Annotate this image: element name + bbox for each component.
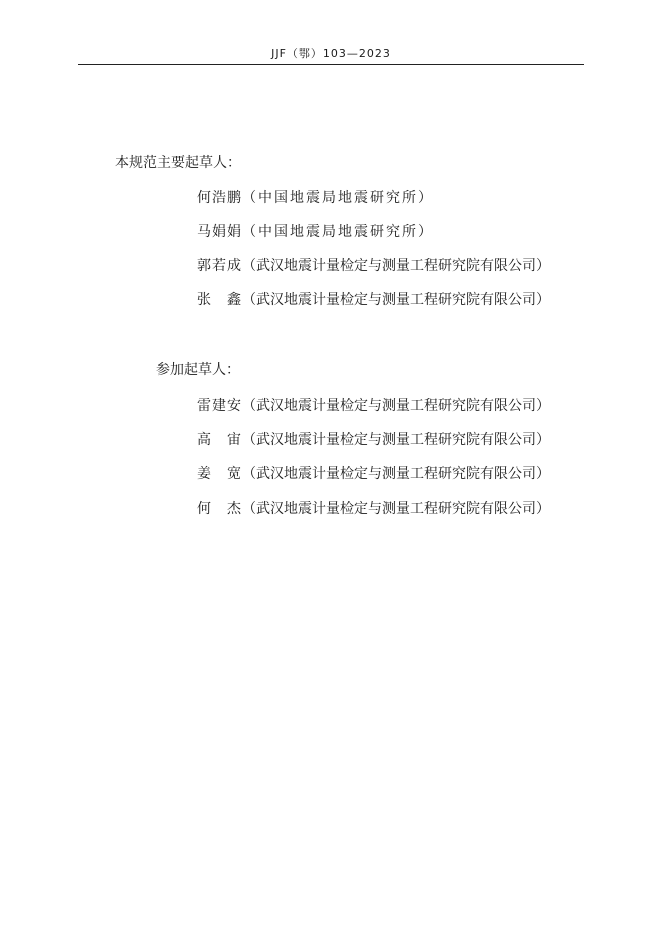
drafter-name: 高 宙 bbox=[197, 432, 242, 448]
list-item bbox=[197, 256, 550, 276]
drafter-name: 马娟娟 bbox=[197, 224, 242, 240]
drafter-name: 张 鑫 bbox=[197, 292, 242, 308]
page-header bbox=[78, 46, 584, 65]
drafter-organization: （武汉地震计量检定与测量工程研究院有限公司） bbox=[242, 258, 550, 274]
drafter-name: 何浩鹏 bbox=[197, 190, 242, 206]
drafter-organization: （武汉地震计量检定与测量工程研究院有限公司） bbox=[242, 466, 550, 482]
drafter-organization: （武汉地震计量检定与测量工程研究院有限公司） bbox=[242, 432, 550, 448]
drafter-name: 姜 宽 bbox=[197, 466, 242, 482]
drafter-name: 何 杰 bbox=[197, 501, 242, 517]
main-drafters-title: 本规范主要起草人： bbox=[115, 155, 241, 171]
drafter-organization: （武汉地震计量检定与测量工程研究院有限公司） bbox=[242, 292, 550, 308]
list-item bbox=[197, 430, 550, 450]
participating-drafters-title: 参加起草人： bbox=[156, 362, 240, 378]
list-item bbox=[197, 499, 550, 519]
drafter-organization: （武汉地震计量检定与测量工程研究院有限公司） bbox=[242, 398, 550, 414]
list-item bbox=[197, 464, 550, 484]
list-item bbox=[197, 290, 550, 310]
list-item bbox=[197, 188, 434, 208]
drafter-organization: （中国地震局地震研究所） bbox=[242, 190, 434, 206]
list-item bbox=[197, 222, 434, 242]
drafter-organization: （中国地震局地震研究所） bbox=[242, 224, 434, 240]
list-item bbox=[197, 396, 550, 416]
drafter-name: 雷建安 bbox=[197, 398, 242, 414]
document-code: JJF（鄂）103—2023 bbox=[271, 47, 391, 60]
drafter-name: 郭若成 bbox=[197, 258, 242, 274]
drafter-organization: （武汉地震计量检定与测量工程研究院有限公司） bbox=[242, 501, 550, 517]
